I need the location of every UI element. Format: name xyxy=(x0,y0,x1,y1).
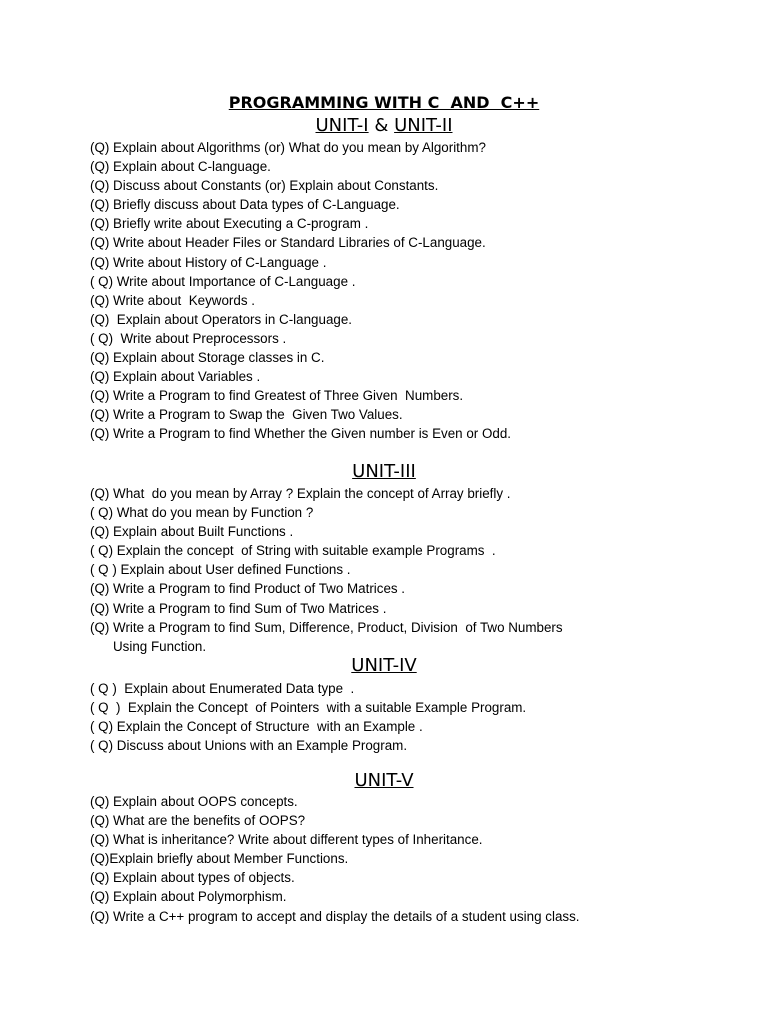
unit-3-heading xyxy=(0,460,768,484)
question-item: (Q) Write about Keywords . xyxy=(90,292,255,308)
question-item: ( Q ) Explain the Concept of Pointers with a suitable Example Program. xyxy=(90,700,527,716)
question-item: (Q) What is inheritance? Write about different types of Inheritance. xyxy=(90,832,483,848)
unit-1-label: UNIT-I xyxy=(315,115,369,136)
question-item: (Q) Write a Program to find Whether the Given number is Even or Odd. xyxy=(90,426,511,442)
unit-4-heading xyxy=(0,654,768,678)
unit-5-question-list xyxy=(90,792,580,926)
question-item: (Q)Explain briefly about Member Functions. xyxy=(90,851,349,867)
question-item: (Q) Explain about Algorithms (or) What do you mean by Algorithm? xyxy=(90,140,486,155)
question-item: (Q) Explain about Polymorphism. xyxy=(90,889,287,905)
unit-5-label: UNIT-V xyxy=(354,770,414,791)
unit-2-label: UNIT-II xyxy=(394,115,453,136)
question-item: (Q) Briefly write about Executing a C-program . xyxy=(90,216,369,232)
question-item: ( Q) Write about Importance of C-Language . xyxy=(90,273,356,289)
question-item: ( Q) Discuss about Unions with an Example Program. xyxy=(90,738,408,754)
question-item: ( Q ) Explain about User defined Functions . xyxy=(90,562,351,578)
unit-4-label: UNIT-IV xyxy=(351,655,417,676)
question-item: (Q) Write about History of C-Language . xyxy=(90,254,327,270)
unit-3-label: UNIT-III xyxy=(352,461,416,482)
question-item: (Q) Write a Program to find Sum, Difference, Product, Division of Two Numbers xyxy=(90,619,563,635)
question-item: (Q) Explain about Operators in C-language. xyxy=(90,311,353,327)
question-item: (Q) Explain about C-language. xyxy=(90,159,271,175)
question-item: ( Q) What do you mean by Function ? xyxy=(90,505,314,521)
question-item: ( Q) Explain the concept of String with suitable example Programs . xyxy=(90,543,496,559)
question-item: (Q) Write a Program to find Sum of Two Matrices . xyxy=(90,600,387,616)
question-item: (Q) Write a C++ program to accept and display the details of a student using class. xyxy=(90,908,580,924)
heading-ampersand: & xyxy=(368,115,395,136)
question-item: (Q) Explain about Variables . xyxy=(90,369,261,385)
question-item: (Q) Explain about Built Functions . xyxy=(90,524,294,540)
question-item: (Q) Explain about types of objects. xyxy=(90,870,295,886)
question-item: (Q) Write about Header Files or Standard Libraries of C-Language. xyxy=(90,235,486,251)
unit-1-2-question-list xyxy=(90,138,511,444)
question-item: ( Q ) Explain about Enumerated Data type . xyxy=(90,681,355,696)
question-item: ( Q) Write about Preprocessors . xyxy=(90,330,287,346)
question-item: (Q) What do you mean by Array ? Explain the concept of Array briefly . xyxy=(90,486,511,501)
unit-5-heading xyxy=(0,769,768,793)
document-title: PROGRAMMING WITH C AND C++ xyxy=(228,93,540,112)
unit-4-question-list xyxy=(90,679,526,755)
question-item: (Q) Briefly discuss about Data types of C-Language. xyxy=(90,197,400,213)
question-item: ( Q) Explain the Concept of Structure with an Example . xyxy=(90,719,423,735)
question-item: (Q) Write a Program to find Product of Two Matrices . xyxy=(90,581,406,597)
unit-3-question-list xyxy=(90,484,563,656)
question-item: (Q) Write a Program to Swap the Given Two Values. xyxy=(90,407,403,423)
question-continuation-text: Using Function. xyxy=(113,638,207,654)
question-item: (Q) Explain about OOPS concepts. xyxy=(90,794,298,809)
question-item: (Q) What are the benefits of OOPS? xyxy=(90,813,306,829)
question-item: (Q) Write a Program to find Greatest of Three Given Numbers. xyxy=(90,388,464,404)
unit-1-2-heading xyxy=(0,114,768,138)
question-continuation xyxy=(90,637,563,656)
question-item: (Q) Explain about Storage classes in C. xyxy=(90,350,325,366)
question-item: (Q) Discuss about Constants (or) Explain about Constants. xyxy=(90,178,439,194)
